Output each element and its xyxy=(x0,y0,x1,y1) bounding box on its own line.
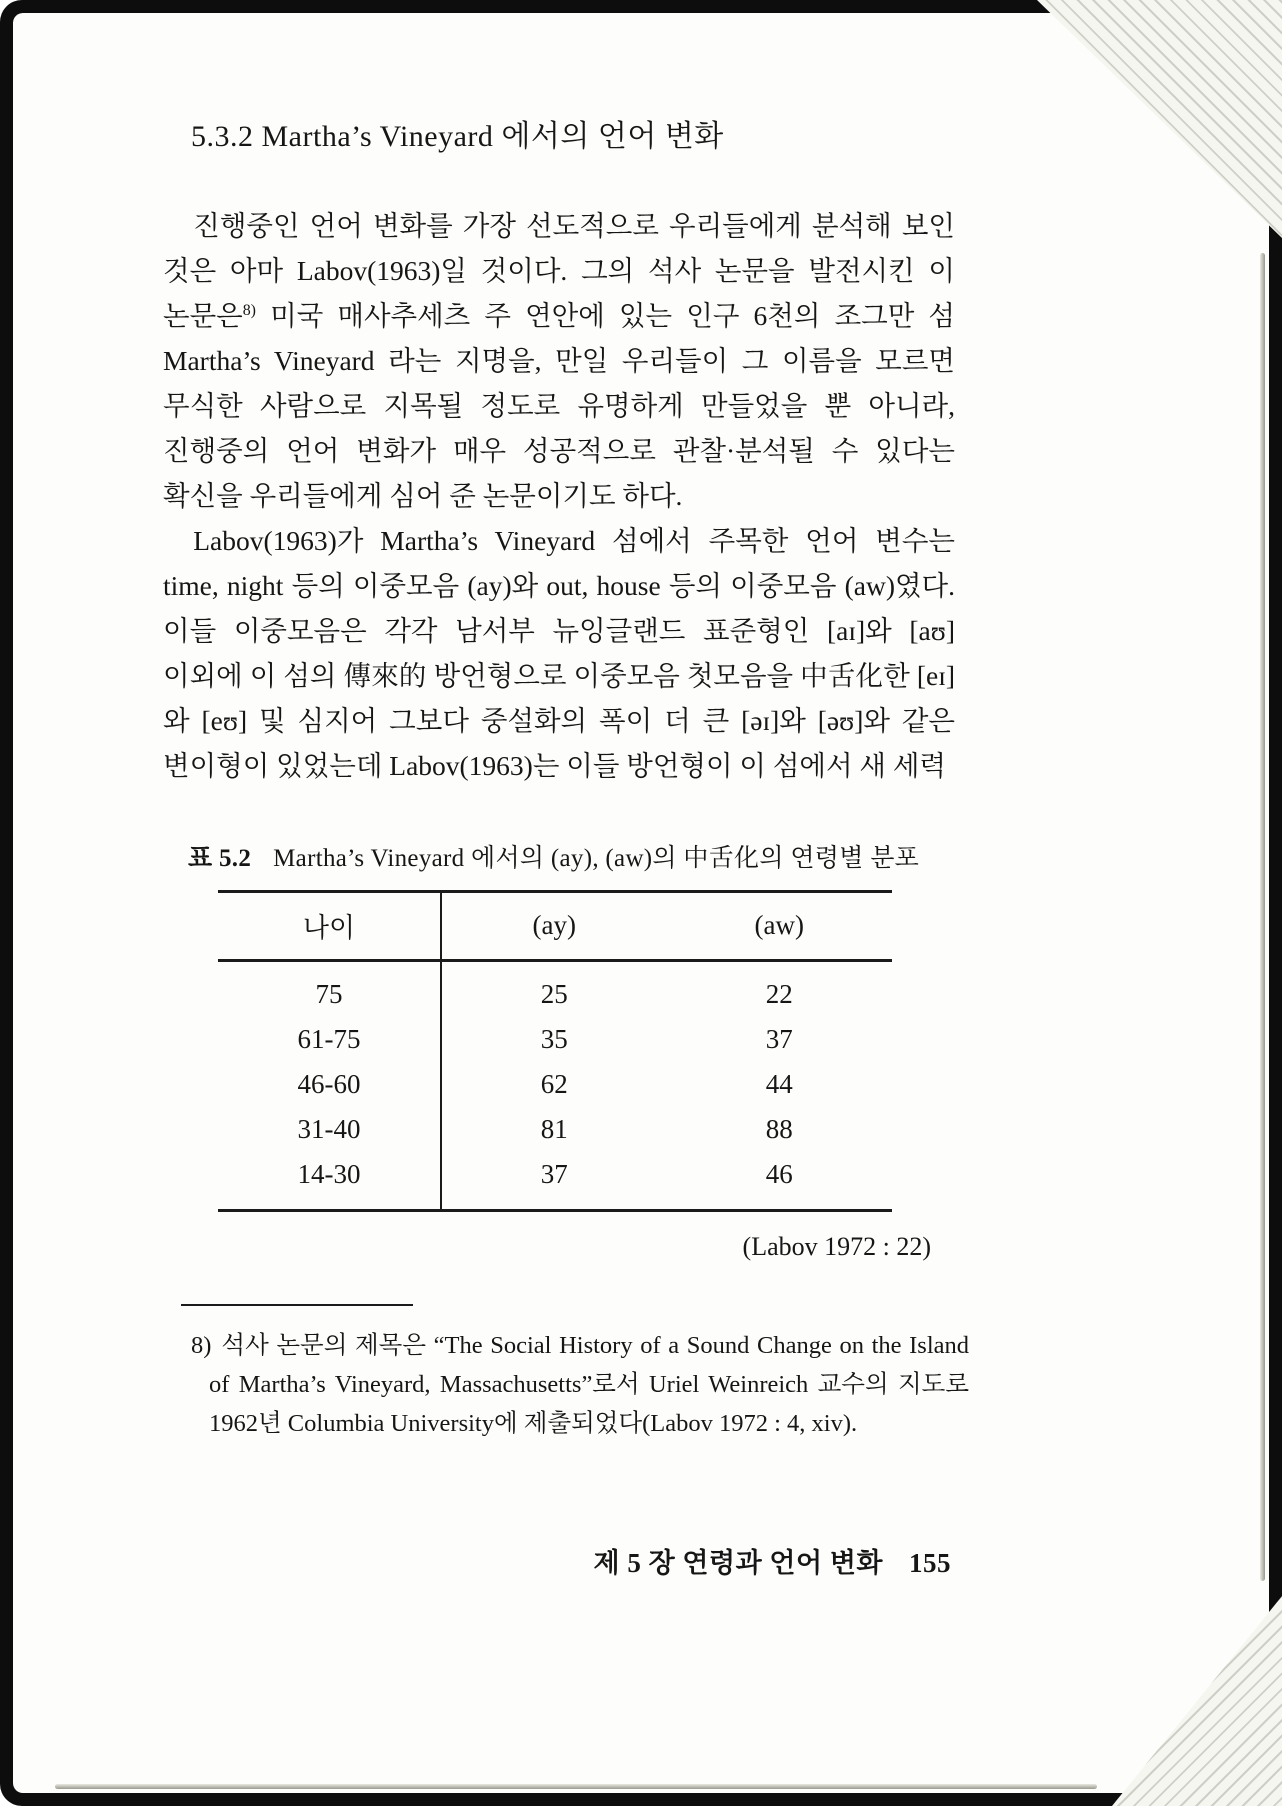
page-number: 155 xyxy=(909,1548,951,1578)
cell-ay: 81 xyxy=(540,1114,568,1144)
running-footer xyxy=(163,1541,951,1580)
cell-ay: 37 xyxy=(441,1152,667,1211)
table-caption xyxy=(188,838,955,874)
cell-age: 75 xyxy=(218,961,441,1018)
paragraph-text: 진행중인 언어 변화를 가장 선도적으로 우리들에게 분석해 보인 것은 아마 Labov(1963)일 것이다. 그의 석사 논문을 발전시킨 이 논문은 xyxy=(163,210,955,331)
cell-ay: 25 xyxy=(540,979,568,1009)
book-page xyxy=(13,13,1269,1793)
body-paragraph-2: Labov(1963)가 Martha’s Vineyard 섬에서 주목한 언어 변수는 time, night 등의 이중모음 (ay)와 out, house 등의 이중모음 (aw)였다. 이들 이중모음은 각각 남서부 뉴잉글랜드 표준형인 [aɪ]와 [aʊ] 이외에 이 섬의 傳來的 방언형으로 이중모음 첫모음을 中舌化한 [eɪ]와 [eʊ] 및 심지어 그보다 중설화의 폭이 더 큰 [əɪ]와 [əʊ]와 같은 변이형이 있었는데 Labov(1963)는 이들 방언형이 이 섬에서 새 세력 xyxy=(163,525,955,781)
cell-aw: 44 xyxy=(765,1069,793,1099)
page-edge-right xyxy=(1260,253,1265,1581)
cell-age: 14-30 xyxy=(218,1152,441,1211)
table-caption-label: 표 5.2 xyxy=(188,845,252,872)
footnote-8 xyxy=(191,1326,969,1443)
table-row xyxy=(218,1107,892,1152)
footnote-separator xyxy=(181,1304,413,1306)
cell-ay: 35 xyxy=(540,1024,568,1054)
cell-ay: 62 xyxy=(540,1069,568,1099)
cell-aw: 37 xyxy=(765,1024,793,1054)
cell-age: 31-40 xyxy=(218,1107,441,1152)
table-row xyxy=(218,1062,892,1107)
table-row xyxy=(218,1152,892,1211)
table-row xyxy=(218,961,892,1018)
table-header-row xyxy=(218,892,892,961)
cell-aw: 46 xyxy=(667,1152,893,1211)
table-source-citation: (Labov 1972 : 22) xyxy=(742,1232,931,1261)
footnote-text: 석사 논문의 제목은 “The Social History of a Sound Change on the Island of Martha’s Vineyard, Massachusetts”로서 Uriel Weinreich 교수의 지도로 1962년 Columbia University에 제출되었다(Labov 1972 : 4, xiv). xyxy=(209,1332,969,1437)
cell-aw: 88 xyxy=(765,1114,793,1144)
paragraph-text: 미국 매사추세츠 주 연안에 있는 인구 6천의 조그만 섬 Martha’s Vineyard 라는 지명을, 만일 우리들이 그 이름을 모르면 무식한 사람으로 지목될 정도로 유명하게 만들었을 뿐 아니라, 진행중의 언어 변화가 매우 성공적으로 관찰·분석될 수 있다는 확신을 우리들에게 심어 준 논문이기도 하다. xyxy=(163,300,955,511)
age-distribution-table xyxy=(218,890,892,1212)
cell-age: 61-75 xyxy=(218,1017,441,1062)
cell-aw: 22 xyxy=(765,979,793,1009)
cell-age: 46-60 xyxy=(218,1062,441,1107)
page-edge-bottom xyxy=(55,1784,1097,1789)
table-caption-text: Martha’s Vineyard 에서의 (ay), (aw)의 中舌化의 연령별 분포 xyxy=(273,845,920,872)
table-header-age: 나이 xyxy=(218,892,441,961)
body-paragraph-1 xyxy=(163,203,955,518)
table-header-ay: (ay) xyxy=(441,892,667,961)
footnote-marker: 8) xyxy=(191,1332,212,1359)
footnote-reference-8: 8) xyxy=(242,301,256,319)
chapter-title: 제 5 장 연령과 언어 변화 xyxy=(593,1548,883,1578)
table-header-aw: (aw) xyxy=(667,892,893,961)
page-content xyxy=(163,111,969,1580)
section-heading: 5.3.2 Martha’s Vineyard 에서의 언어 변화 xyxy=(191,120,724,153)
table-5-2-block xyxy=(163,838,955,1262)
table-row xyxy=(218,1017,892,1062)
